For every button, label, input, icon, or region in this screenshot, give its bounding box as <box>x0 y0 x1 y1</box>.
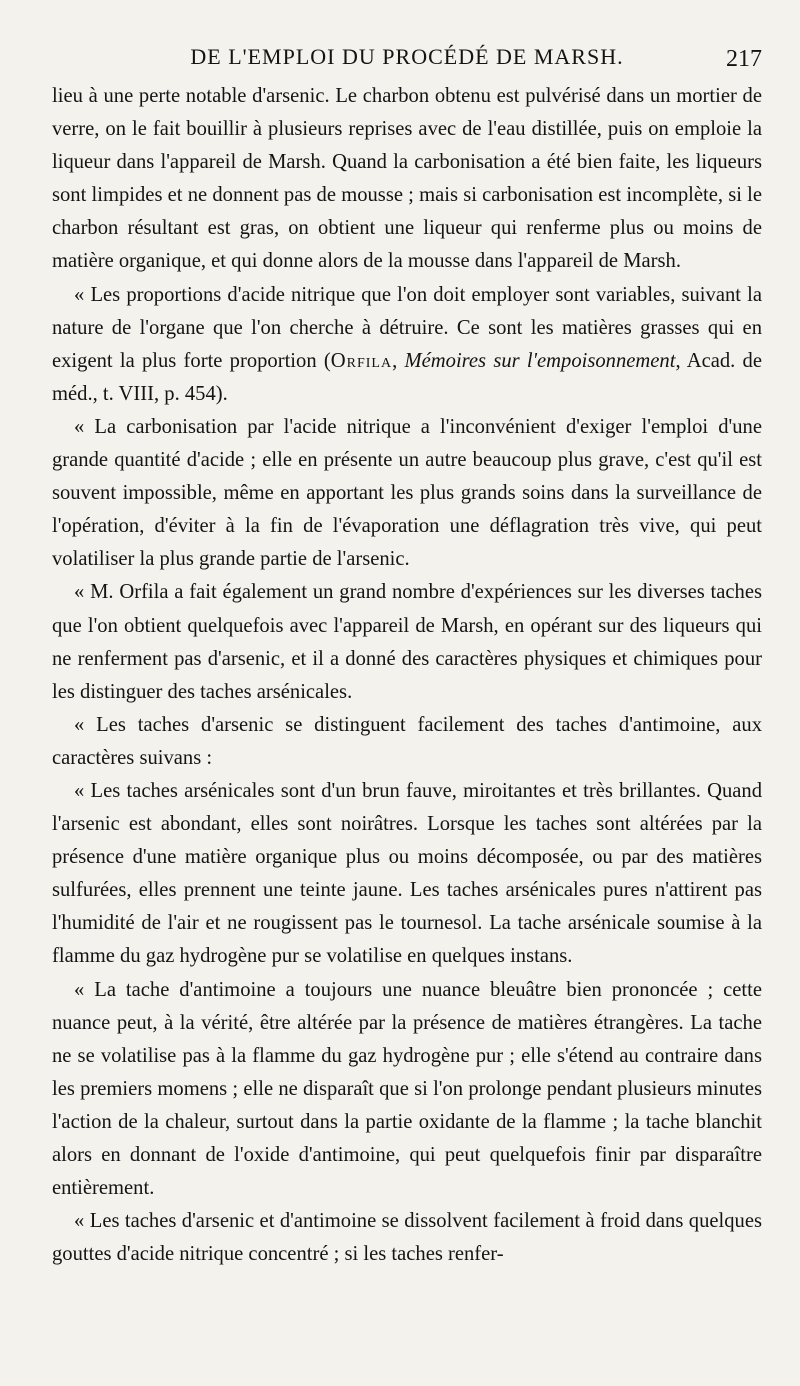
paragraph-carbonisation: « La carbonisation par l'acide nitrique a l'inconvénient d'exiger l'emploi d'une grande quantité d'acide ; elle en présente un autre beaucoup plus grave, c'est qu'il est souvent impossible, même en apportant les plus grands soins dans la surveillance de l'opération, d'éviter à la fin de l'évaporation une déflagration très vive, qui peut volatiliser la plus grande partie de l'arsenic. <box>52 415 762 571</box>
paragraph-continuation: lieu à une perte notable d'arsenic. Le charbon obtenu est pulvérisé dans un mortier de verre, on le fait bouillir à plusieurs reprises avec de l'eau distillée, puis on emploie la liqueur dans l'appareil de Marsh. Quand la carbonisation a été bien faite, les liqueurs sont limpides et ne donnent pas de mousse ; mais si carbonisation est incomplète, si le charbon résultant est gras, on obtient une liqueur qui renferme plus ou moins de matière organique, et qui donne alors de la mousse dans l'appareil de Marsh. <box>52 85 762 273</box>
paragraph-arsenic-stains: « Les taches arsénicales sont d'un brun fauve, miroitantes et très brillantes. Quand l'arsenic est abondant, elles sont noirâtres. Lorsque les taches sont altérées par la présence d'une matière organique plus ou moins décomposée, ou par des matières sulfurées, elles prennent une teinte jaune. Les taches arsénicales pures n'attirent pas l'humidité de l'air et ne rougissent pas le tournesol. La tache arsénicale soumise à la flamme du gaz hydrogène pur se volatilise en quelques instans. <box>52 779 762 968</box>
page-body <box>52 80 762 1271</box>
page-number: 217 <box>726 46 762 72</box>
paragraph-distinguishing-stains: « Les taches d'arsenic se distinguent facilement des taches d'antimoine, aux caractères suivans : <box>52 713 762 769</box>
paragraph-nitric-acid-proportions <box>52 279 762 411</box>
paragraph-text: , Acad. de méd., t. VIII, p. 454). <box>52 349 762 405</box>
paragraph-text: , <box>392 349 405 372</box>
cited-work-title: Mémoires sur l'empoisonnement <box>404 349 676 372</box>
author-name: Orfila <box>330 349 393 372</box>
paragraph-dissolution: « Les taches d'arsenic et d'antimoine se dissolvent facilement à froid dans quelques gouttes d'acide nitrique concentré ; si les taches renfer- <box>52 1210 762 1266</box>
paragraph-orfila-experiments: « M. Orfila a fait également un grand nombre d'expériences sur les diverses taches que l'on obtient quelquefois avec l'appareil de Marsh, en opérant sur des liqueurs qui ne renferment pas d'arsenic, et il a donné des caractères physiques et chimiques pour les distinguer des taches arsénicales. <box>52 581 762 703</box>
paragraph-antimony-stains: « La tache d'antimoine a toujours une nuance bleuâtre bien prononcée ; cette nuance peut, à la vérité, être altérée par la présence de matières étrangères. La tache ne se volatilise pas à la flamme du gaz hydrogène pur ; elle s'étend au contraire dans les premiers momens ; elle ne disparaît que si l'on prolonge pendant plusieurs minutes l'action de la chaleur, surtout dans la partie oxidante de la flamme ; la tache blanchit alors en donnant de l'oxide d'antimoine, qui peut quelquefois finir par disparaître entièrement. <box>52 978 762 1200</box>
page-header <box>52 40 762 80</box>
paragraph-text: « Les proportions d'acide nitrique que l'on doit employer sont variables, suivant la nature de l'organe que l'on cherche à détruire. Ce sont les matières grasses qui en exigent la plus forte proportion ( <box>52 283 762 372</box>
running-title: DE L'EMPLOI DU PROCÉDÉ DE MARSH. <box>190 44 624 69</box>
